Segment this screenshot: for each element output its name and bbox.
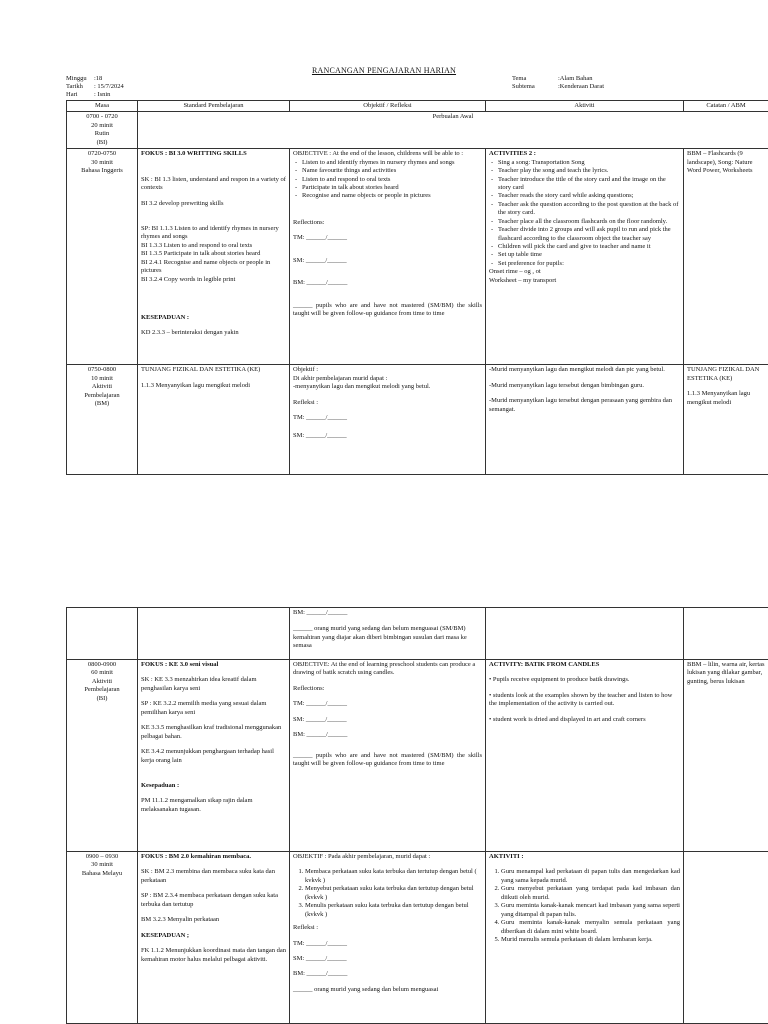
subtema-label: Subtema: [512, 83, 535, 90]
row5-objective: [290, 660, 486, 852]
masa-line: 10 minit: [91, 374, 113, 382]
masa-line: 60 minit: [91, 669, 113, 677]
row4-activities: [486, 608, 684, 660]
worksheet: Worksheet – my transport: [489, 276, 557, 284]
masa-line: 0720-0750: [87, 150, 117, 158]
objektif-item: 3. Menulis perkataan suku kata terbuka dan tertutup dengan betul (kvkvk ): [305, 902, 482, 919]
activity-item: - Sing a song: Transportation Song: [498, 159, 680, 167]
objective-list: [293, 159, 482, 201]
col-objektif: Objektif / Refleksi: [290, 101, 486, 112]
ke342: KE 3.4.2 menunjukkan penghargaan terhadap hasil kerja orang lain: [141, 748, 274, 764]
activity-line: • student work is dried and displayed in art and craft corners: [489, 715, 646, 723]
aktiviti-title: AKTIVITI :: [489, 853, 524, 860]
masa-line: 0900 – 0930: [85, 853, 119, 860]
row4-catatan: [684, 608, 768, 660]
bm: BM: ______/______: [293, 609, 348, 616]
obj-line: -menyanyikan lagu dan mengikut melodi yang betul.: [293, 383, 431, 391]
meta-left: [66, 75, 124, 99]
masa-line: 30 minit: [91, 861, 113, 869]
follow-up: ______ pupils who are and have not mastered (SM/BM) the skills taught will be given follow-up guidance from time to time: [293, 301, 482, 317]
sm: SM: ______/______: [293, 954, 347, 962]
col-standard: Standard Pembelajaran: [138, 101, 290, 112]
row4-standard: [138, 608, 290, 660]
tm: TM: ______/______: [293, 700, 347, 708]
row2-catatan: [684, 149, 768, 365]
row2-standard: [138, 149, 290, 365]
catatan-text: BBM – lilin, warna air, kertas lukisan yang dilakar gambar, gunting, berus lukisan: [687, 661, 765, 685]
kd: KD 2.3.3 – berinteraksi dengan yakin: [141, 329, 239, 337]
tema-value: :Alam Bahan: [558, 75, 593, 82]
col-masa: Masa: [67, 101, 138, 112]
row6-catatan: [684, 852, 768, 1024]
masa-line: 0800-0900: [87, 661, 117, 668]
col-catatan: Catatan / ABM: [684, 101, 768, 112]
masa-line: Pembelajaran: [84, 686, 120, 694]
sk: SK : BI 1.3 listen, understand and respon in a variety of contexts: [141, 175, 286, 192]
objektif: OBJEKTIF : Pada akhir pembelajaran, murid dapat :: [293, 853, 431, 860]
page-title: RANCANGAN PENGAJARAN HARIAN: [311, 66, 457, 75]
aktiviti-item: 3. Guru meminta kanak-kanak mencari kad imbasan yang sama seperti yang ditampal di papan tulis.: [501, 902, 680, 919]
aktiviti-item: 5. Murid menulis semula perkataan di dalam lembaran kerja.: [501, 936, 680, 944]
activities-list: [489, 159, 680, 269]
sm: SM: ______/______: [293, 715, 347, 723]
tarikh-label: Tarikh: [66, 83, 83, 90]
row3-masa: [67, 365, 138, 475]
kesepaduan: KESEPADUAN :: [141, 314, 190, 321]
sp-line: BI 1.3.3 Listen to and respond to oral texts: [141, 241, 253, 249]
kesepaduan: KESEPADUAN ;: [141, 931, 190, 939]
activity-line: • Pupils receive equipment to produce batik drawings.: [489, 676, 630, 684]
objektif-item: 1. Membaca perkataan suku kata terbuka dan tertutup dengan betul ( kvkvk ): [305, 868, 482, 885]
activity-item: - Teacher reads the story card while asking questions;: [498, 192, 680, 200]
col-aktiviti: Aktiviti: [486, 101, 684, 112]
row5-catatan: [684, 660, 768, 852]
sp-line: BI 3.2.4 Copy words in legible print: [141, 275, 236, 283]
row6-activities: [486, 852, 684, 1024]
sp: SP : KE 3.2.2 memilih media yang sesuai dalam pemilihan karya seni: [141, 700, 267, 716]
sk: SK : KE 3.3 menzahirkan idea kreatif dalam penghasilan karya seni: [141, 676, 257, 692]
tarikh-value: : 15/7/2024: [94, 83, 124, 90]
activity-line: • students look at the examples shown by the teacher and listen to how the implementation of the activity is carried out.: [489, 691, 673, 708]
aktiviti-item: 1. Guru menampal kad perkataan di papan tulis dan mengedarkan kad yang sama kepada murid.: [501, 868, 680, 885]
objective: OBJECTIVE : At the end of the lesson, childrens will be able to :: [293, 150, 464, 158]
masa-line: Aktiviti: [91, 383, 113, 391]
fokus: FOKUS : KE 3.0 seni visual: [141, 661, 219, 668]
sm: SM: ______/______: [293, 256, 347, 264]
std-item: 1.1.3 Menyanyikan lagu mengikut melodi: [141, 381, 251, 389]
tema-label: Tema: [512, 75, 527, 82]
tm: TM: ______/______: [293, 413, 347, 421]
reflections: Reflections:: [293, 684, 325, 692]
masa-line: (BI): [96, 694, 108, 702]
sm: SM: ______/______: [293, 432, 347, 440]
bm323: BM 3.2.3 Menyalin perkataan: [141, 916, 220, 924]
row3-objective: [290, 365, 486, 475]
follow-up: ______ pupils who are and have not mastered (SM/BM) the skills taught will be given follow-up guidance from time to time: [293, 751, 482, 768]
reflections: Reflections:: [293, 218, 325, 226]
objective-item: - Recognise and name objects or people in pictures: [302, 192, 482, 200]
minggu-value: :18: [94, 75, 103, 82]
row5-standard: [138, 660, 290, 852]
activity-item: - Set up table time: [498, 251, 680, 259]
fk: FK 1.1.2 Menunjukkan koordinasi mata dan tangan dan kemahiran motor halus melalui pelbagai aktiviti.: [141, 947, 286, 963]
obj-label: Objektif :: [293, 366, 319, 374]
activity-line: -Murid menyanyikan lagu tersebut dengan perasaan yang gembira dan semangat.: [489, 397, 673, 413]
masa-line: 30 minit: [91, 158, 113, 166]
aktiviti-item: 2. Guru menyebut perkataan yang terdapat pada kad imbasan dan diikuti oleh murid.: [501, 885, 680, 902]
objektif-list: [293, 868, 482, 919]
aktiviti-item: 4. Guru meminta kanak-kanak menyalin semula perkataan yang diberikan di dalam mini white board.: [501, 919, 680, 936]
objective-item: - Listen to and identify rhymes in nursery rhymes and songs: [302, 159, 482, 167]
objective-item: - Name favourite things and activities: [302, 167, 482, 175]
masa-line: 0700 - 0720: [86, 113, 118, 121]
follow-up: ______ orang murid yang sedang dan belum menguasai: [293, 985, 439, 993]
bm: BM: ______/______: [293, 731, 348, 739]
masa-line: (BM): [94, 399, 110, 407]
lesson-table-2: [66, 607, 768, 1024]
catatan-item: 1.1.3 Menyanyikan lagu mengikut melodi: [687, 390, 751, 406]
sp: SP: BI 1.1.3 Listen to and identify rhymes in nursery rhymes and songs: [141, 224, 279, 241]
sk: SK : BM 2.3 membina dan membaca suku kata dan perkataan: [141, 868, 275, 884]
sp-line: BI 1.3.5 Participate in talk about stories heard: [141, 250, 261, 258]
hari-value: : Isnin: [94, 91, 111, 98]
refleksi: Refleksi :: [293, 398, 319, 406]
masa-line: Bahasa Melayu: [81, 869, 123, 877]
meta-right: [512, 75, 604, 91]
masa-line: (BI): [96, 138, 108, 146]
masa-line: Aktiviti: [91, 677, 113, 685]
activity-item: - Set preference for pupils:: [498, 260, 680, 268]
activity-item: - Children will pick the card and give to teacher and name it: [498, 243, 680, 251]
objektif-item: 2. Menyebut perkataan suku kata terbuka dan tertutup dengan betul (kvkvk ): [305, 885, 482, 902]
sp: SP : BM 2.3.4 membaca perkataan dengan suku kata terbuka dan tertutup: [141, 892, 278, 908]
row5-masa: [67, 660, 138, 852]
tm: TM: ______/______: [293, 939, 347, 947]
objective-item: - Listen to and respond to oral texts: [302, 176, 482, 184]
row4-masa: [67, 608, 138, 660]
onset: Onset rime – og , ot: [489, 268, 541, 276]
bm: BM: ______/______: [293, 279, 348, 287]
row3-standard: [138, 365, 290, 475]
activity-item: - Teacher place all the classroom flashcards on the floor randomly.: [498, 218, 680, 226]
minggu-label: Minggu: [66, 75, 87, 82]
activity-line: -Murid menyanyikan lagu tersebut dengan bimbingan guru.: [489, 381, 645, 389]
fokus: FOKUS : BI 3.0 WRITTING SKILLS: [141, 150, 247, 158]
pm: PM 11.1.2 mengamalkan sikap rajin dalam melaksanakan tugasan.: [141, 797, 253, 813]
row3-activities: [486, 365, 684, 475]
objective-item: - Participate in talk about stories heard: [302, 184, 482, 192]
subtema-value: :Kenderaan Darat: [558, 83, 605, 90]
bi32: BI 3.2 develop prewriting skills: [141, 199, 224, 207]
activity-item: - Teacher introduce the title of the story card and the image on the story card: [498, 176, 680, 193]
kesepaduan: Kesepaduan :: [141, 781, 180, 789]
sp-line: BI 2.4.1 Recognise and name objects or people in pictures: [141, 258, 271, 275]
activity-item: - Teacher divide into 2 groups and will ask pupil to run and pick the flashcard according to the classroom object the teacher say: [498, 226, 680, 243]
activity-line: -Murid menyanyikan lagu dan mengikut melodi dan pic yang betul.: [489, 366, 665, 374]
row3-catatan: [684, 365, 768, 475]
activities-title: ACTIVITIES 2 :: [489, 150, 536, 158]
activity-item: - Teacher play the song and teach the lyrics.: [498, 167, 680, 175]
row2-activities: [486, 149, 684, 365]
obj-line: Di akhir pembelajaran murid dapat :: [293, 374, 388, 382]
catatan-text: BBM – Flashcards (9 landscape), Song: Nature Word Power, Worksheets: [687, 150, 753, 175]
tm: TM: ______/______: [293, 234, 347, 242]
row2-masa: [67, 149, 138, 365]
aktiviti-list: [489, 868, 680, 944]
row6-standard: [138, 852, 290, 1024]
row5-activities: [486, 660, 684, 852]
row1-content: Perbualan Awal: [138, 112, 768, 149]
row2-objective: [290, 149, 486, 365]
activity-item: - Teacher ask the question according to the post question at the back of the story card.: [498, 201, 680, 218]
lesson-table-1: [66, 100, 768, 475]
follow-up: ______ orang murid yang sedang dan belum menguasai (SM/BM) kemahiran yang diajar akan diberi bimbingan susulan dari masa ke semasa: [293, 625, 467, 650]
masa-line: Pembelajaran: [84, 391, 120, 399]
ke335: KE 3.3.5 menghasilkan kraf tradisional menggunakan pelbagai bahan.: [141, 724, 282, 740]
masa-line: Bahasa Inggeris: [81, 167, 123, 175]
catatan-title: TUNJANG FIZIKAL DAN ESTETIKA (KE): [687, 366, 760, 382]
masa-line: 0750-0800: [87, 366, 117, 374]
fokus: FOKUS : BM 2.0 kemahiran membaca.: [141, 853, 251, 860]
bm: BM: ______/______: [293, 970, 348, 978]
masa-line: Rutin: [94, 130, 110, 138]
activity-title: ACTIVITY: BATIK FROM CANDLES: [489, 661, 600, 668]
objective: OBJECTIVE: At the end of learning preschool students can produce a drawing of batik scratch using candles.: [293, 661, 476, 677]
row4-objective: [290, 608, 486, 660]
std-title: TUNJANG FIZIKAL DAN ESTETIKA (KE): [141, 366, 261, 374]
hari-label: Hari: [66, 91, 78, 98]
masa-line: 20 minit: [91, 121, 113, 129]
row6-masa: [67, 852, 138, 1024]
row6-objective: [290, 852, 486, 1024]
refleksi: Refleksi :: [293, 924, 319, 932]
row1-masa: [67, 112, 138, 149]
